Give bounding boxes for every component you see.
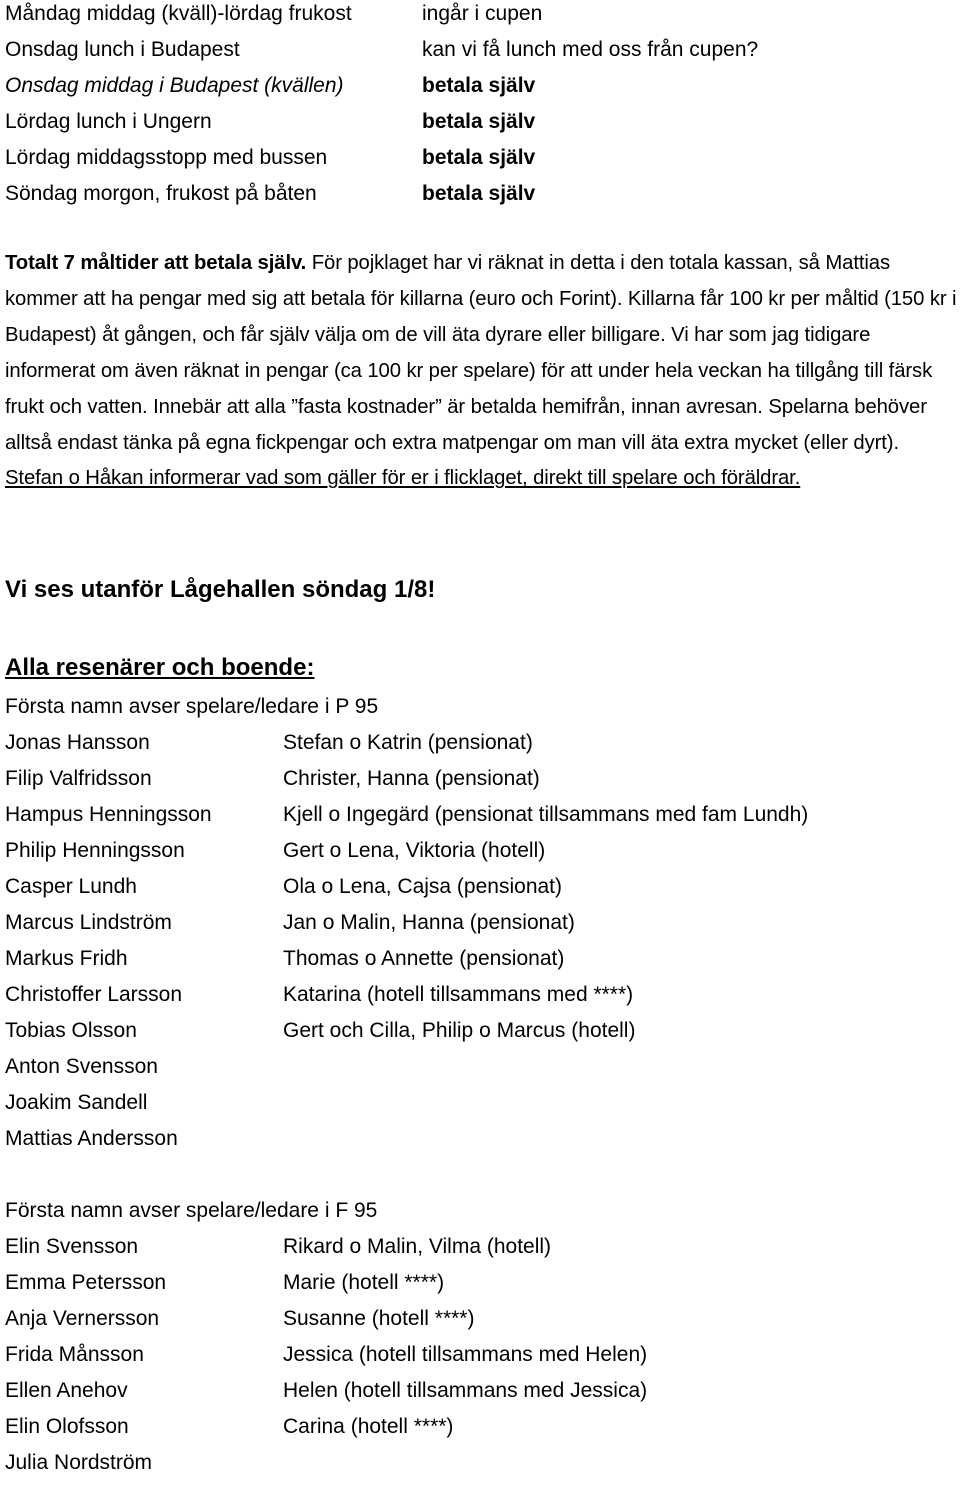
roster-row [5,1125,957,1161]
roster-row [5,837,957,873]
player-name: Markus Fridh [5,947,128,970]
player-name: Filip Valfridsson [5,767,152,790]
meal-note: betala själv [422,146,536,169]
player-name: Frida Månsson [5,1343,144,1366]
player-name: Philip Henningsson [5,839,185,862]
family-accommodation: Rikard o Malin, Vilma (hotell) [283,1235,552,1258]
roster-row [5,1449,957,1485]
paragraph-underlined-note: Stefan o Håkan informerar vad som gäller för er i flicklaget, direkt till spelare och föräldrar. [5,467,801,490]
meal-name: Onsdag middag i Budapest (kvällen) [5,74,344,97]
player-name: Julia Nordström [5,1451,153,1474]
player-name: Elin Olofsson [5,1415,129,1438]
family-accommodation: Stefan o Katrin (pensionat) [283,731,533,754]
meal-name: Lördag middagsstopp med bussen [5,146,328,169]
girls-section-intro: Första namn avser spelare/ledare i F 95 [5,1199,378,1222]
meetup-heading: Vi ses utanför Lågehallen söndag 1/8! [5,576,436,603]
roster-row [5,1017,957,1053]
meal-note: ingår i cupen [422,2,543,25]
roster-row [5,981,957,1017]
player-name: Emma Petersson [5,1271,167,1294]
family-accommodation: Helen (hotell tillsammans med Jessica) [283,1379,648,1402]
player-name: Jonas Hansson [5,731,150,754]
roster-row [5,1269,957,1305]
roster-row [5,945,957,981]
family-accommodation: Susanne (hotell ****) [283,1307,475,1330]
roster-row [5,1233,957,1269]
meal-cost-paragraph [5,246,957,497]
meal-note: betala själv [422,110,536,133]
roster-row [5,1413,957,1449]
roster-row [5,909,957,945]
player-name: Tobias Olsson [5,1019,137,1042]
family-accommodation: Jan o Malin, Hanna (pensionat) [283,911,575,934]
player-name: Ellen Anehov [5,1379,128,1402]
roster-row [5,1377,957,1413]
family-accommodation: Thomas o Annette (pensionat) [283,947,565,970]
roster-row [5,729,957,765]
player-name: Joakim Sandell [5,1091,148,1114]
family-accommodation: Kjell o Ingegärd (pensionat tillsammans med fam Lundh) [283,803,809,826]
family-accommodation: Jessica (hotell tillsammans med Helen) [283,1343,648,1366]
family-accommodation: Gert och Cilla, Philip o Marcus (hotell) [283,1019,636,1042]
meal-note: kan vi få lunch med oss från cupen? [422,38,759,61]
meal-note: betala själv [422,182,536,205]
player-name: Elin Svensson [5,1235,139,1258]
roster-row [5,765,957,801]
player-name: Casper Lundh [5,875,137,898]
roster-row [5,1053,957,1089]
meal-name: Lördag lunch i Ungern [5,110,212,133]
family-accommodation: Ola o Lena, Cajsa (pensionat) [283,875,562,898]
paragraph-lead: Totalt 7 måltider att betala själv. [5,252,307,274]
player-name: Anton Svensson [5,1055,158,1078]
roster-row [5,801,957,837]
roster-row [5,873,957,909]
player-name: Marcus Lindström [5,911,172,934]
boys-section-intro: Första namn avser spelare/ledare i P 95 [5,695,379,718]
family-accommodation: Carina (hotell ****) [283,1415,454,1438]
family-accommodation: Christer, Hanna (pensionat) [283,767,540,790]
meal-note: betala själv [422,74,536,97]
roster-row [5,1305,957,1341]
player-name: Anja Vernersson [5,1307,160,1330]
meal-name: Onsdag lunch i Budapest [5,38,240,61]
roster-row [5,1341,957,1377]
family-accommodation: Katarina (hotell tillsammans med ****) [283,983,634,1006]
player-name: Hampus Henningsson [5,803,212,826]
paragraph-body: För pojklaget har vi räknat in detta i den totala kassan, så Mattias kommer att ha pengar med sig att betala för killarna (euro och Forint). Killarna får 100 kr per måltid (150 kr i Budapest) åt gången, och får själv välja om de vill äta dyrare eller billigare. Vi har som jag tidigare informerat om även räknat in pengar (ca 100 kr per spelare) för att under hela veckan ha tillgång till färsk frukt och vatten. Innebär att alla ”fasta kostnader” är betalda hemifrån, innan avresan. Spelarna behöver alltså endast tänka på egna fickpengar och extra matpengar om man vill äta extra mycket (eller dyrt). [5,252,957,454]
meal-name: Måndag middag (kväll)-lördag frukost [5,2,352,25]
roster-row [5,1089,957,1125]
player-name: Mattias Andersson [5,1127,178,1150]
player-name: Christoffer Larsson [5,983,183,1006]
travelers-heading: Alla resenärer och boende: [5,654,315,681]
family-accommodation: Gert o Lena, Viktoria (hotell) [283,839,546,862]
family-accommodation: Marie (hotell ****) [283,1271,445,1294]
meal-name: Söndag morgon, frukost på båten [5,182,317,205]
